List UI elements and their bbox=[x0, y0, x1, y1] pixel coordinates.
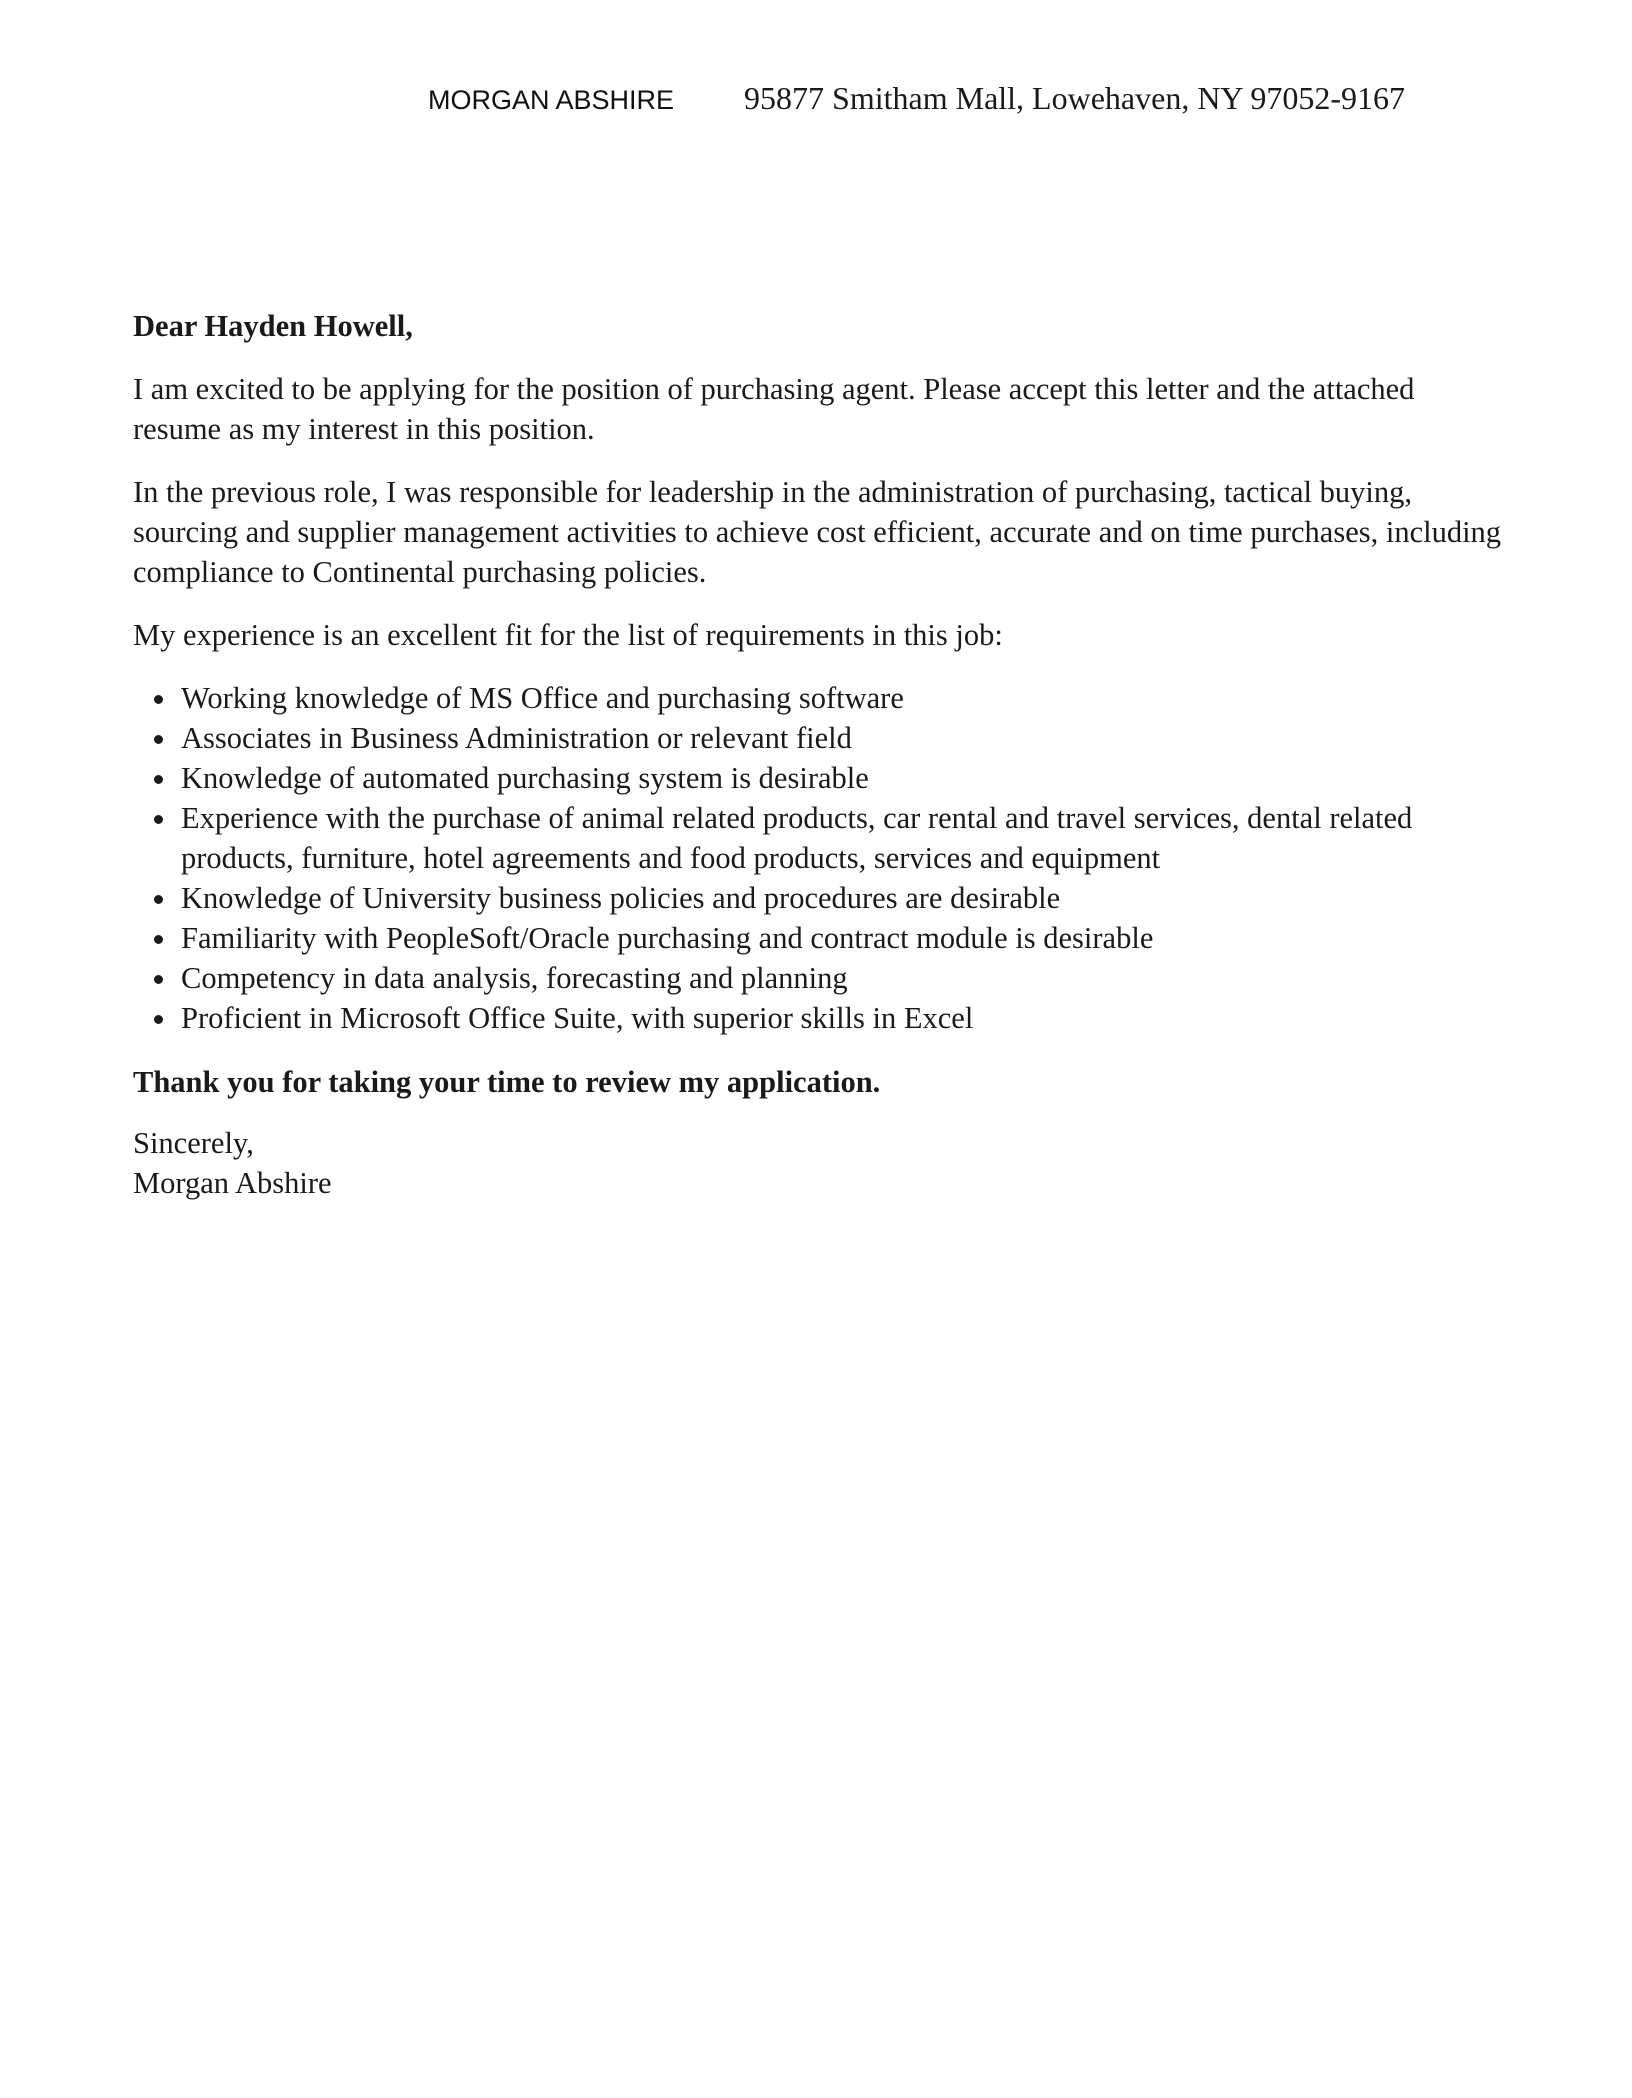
list-item bbox=[181, 958, 1503, 998]
list-item bbox=[181, 718, 1503, 758]
list-item bbox=[181, 678, 1503, 718]
experience-paragraph: In the previous role, I was responsible for leadership in the administration of purchasing, tactical buying, sourcing and supplier management activities to achieve cost efficient, accurate and on time purchases, including compliance to Continental purchasing policies. bbox=[133, 475, 1502, 589]
closing-statement: Thank you for taking your time to review my application. bbox=[133, 1065, 881, 1099]
signature-name: Morgan Abshire bbox=[133, 1166, 332, 1200]
list-item-text: Competency in data analysis, forecasting and planning bbox=[181, 961, 848, 995]
bullet-icon bbox=[154, 695, 163, 704]
salutation: Dear Hayden Howell, bbox=[133, 309, 413, 343]
intro-paragraph: I am excited to be applying for the position of purchasing agent. Please accept this letter and the attached resume as my interest in this position. bbox=[133, 372, 1415, 446]
list-item-text: Associates in Business Administration or relevant field bbox=[181, 721, 852, 755]
sender-address: 95877 Smitham Mall, Lowehaven, NY 97052-9167 bbox=[744, 80, 1405, 116]
bullet-icon bbox=[154, 895, 163, 904]
sender-name: MORGAN ABSHIRE bbox=[428, 85, 675, 115]
list-item bbox=[181, 798, 1503, 878]
list-item-text: Proficient in Microsoft Office Suite, with superior skills in Excel bbox=[181, 1001, 974, 1035]
list-item-text: Knowledge of automated purchasing system is desirable bbox=[181, 761, 869, 795]
bullet-icon bbox=[154, 975, 163, 984]
list-item-text: Working knowledge of MS Office and purchasing software bbox=[181, 681, 904, 715]
list-item bbox=[181, 918, 1503, 958]
list-item bbox=[181, 878, 1503, 918]
list-item bbox=[181, 998, 1503, 1038]
list-item-text: Experience with the purchase of animal related products, car rental and travel services, dental related products, furniture, hotel agreements and food products, services and equipment bbox=[181, 801, 1413, 875]
bullet-icon bbox=[154, 775, 163, 784]
signoff bbox=[133, 1123, 1503, 1203]
list-item bbox=[181, 758, 1503, 798]
letter-header bbox=[428, 80, 1405, 117]
list-item-text: Knowledge of University business policies and procedures are desirable bbox=[181, 881, 1061, 915]
bullet-icon bbox=[154, 815, 163, 824]
list-item-text: Familiarity with PeopleSoft/Oracle purchasing and contract module is desirable bbox=[181, 921, 1154, 955]
letter-body bbox=[133, 306, 1503, 1203]
requirements-intro: My experience is an excellent fit for the list of requirements in this job: bbox=[133, 618, 1003, 652]
bullet-icon bbox=[154, 935, 163, 944]
requirements-list bbox=[133, 678, 1503, 1038]
bullet-icon bbox=[154, 1015, 163, 1024]
signoff-text: Sincerely, bbox=[133, 1126, 254, 1160]
bullet-icon bbox=[154, 735, 163, 744]
